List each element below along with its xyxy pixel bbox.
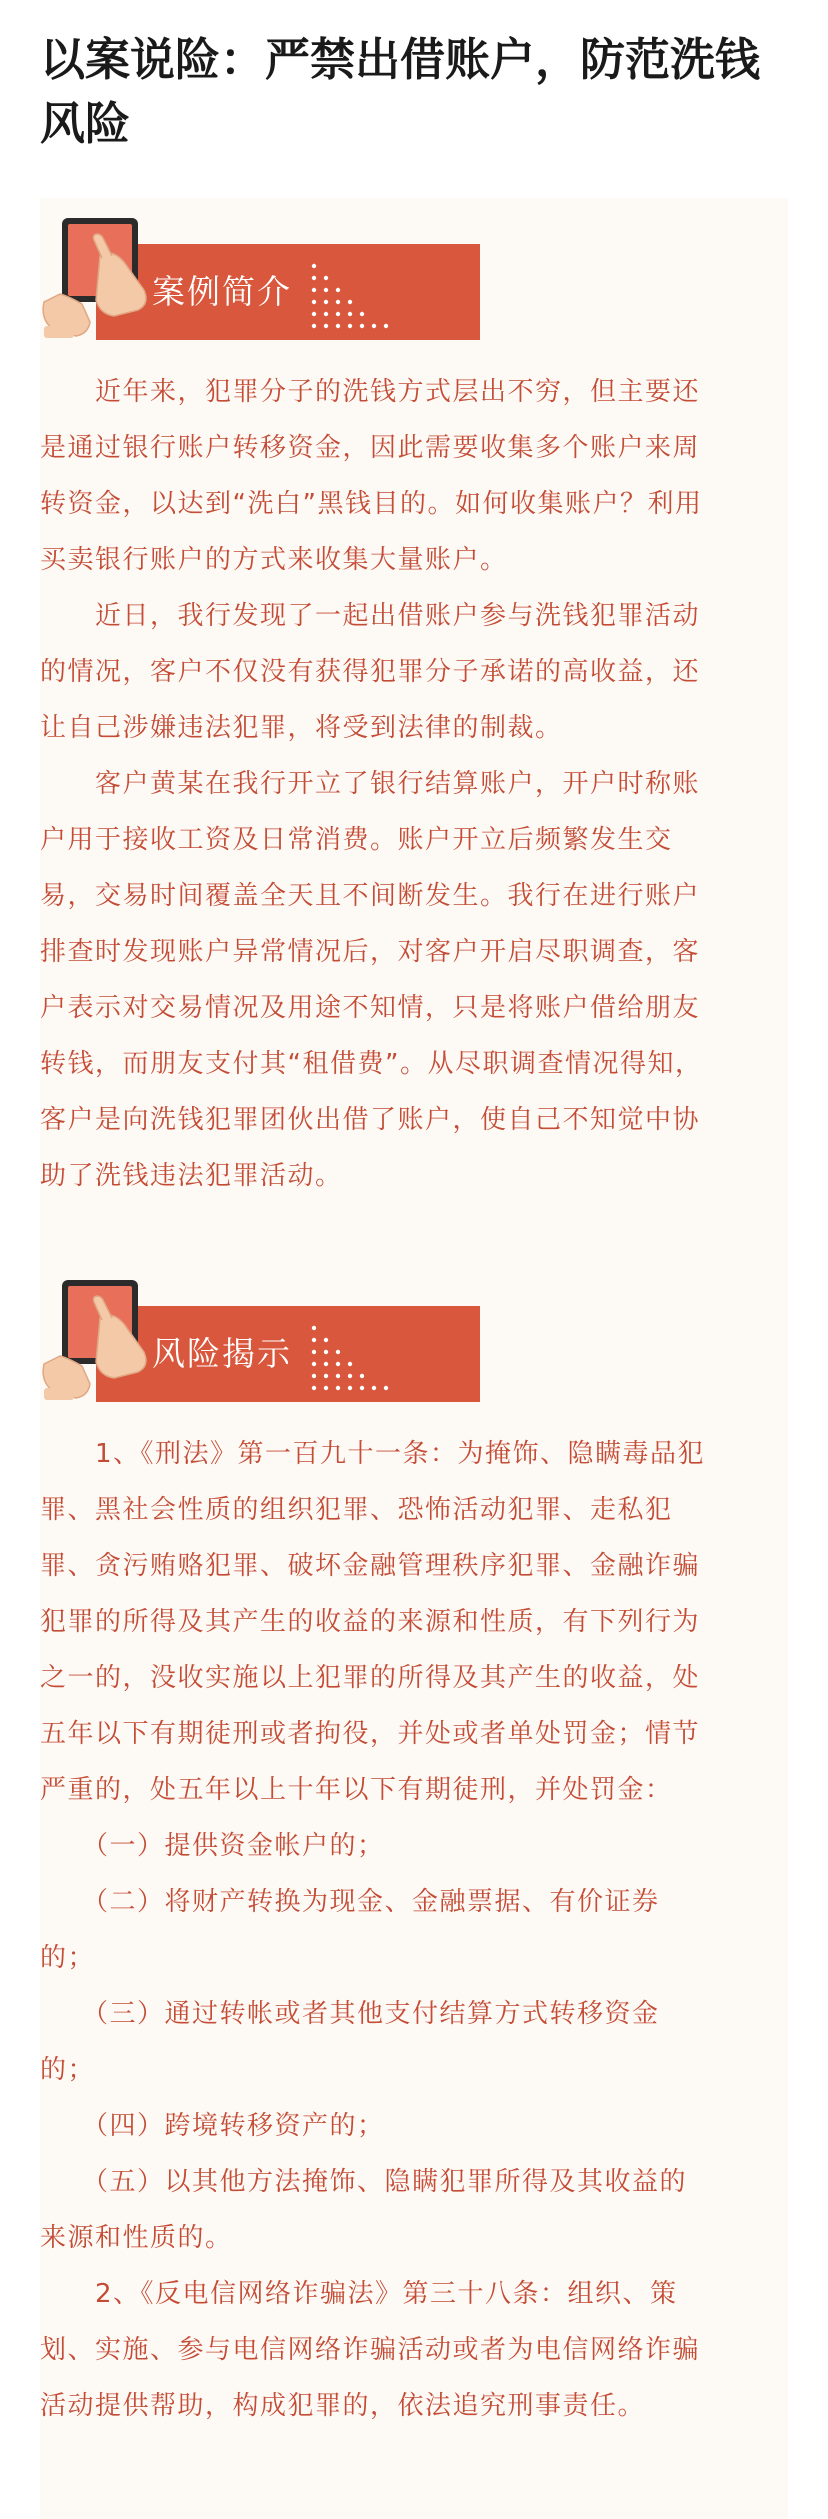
section-header-risk-disclosure xyxy=(40,1280,480,1405)
text-line: 客户是向洗钱犯罪团伙出借了账户，使自己不知觉中协 xyxy=(40,1105,701,1135)
paragraph xyxy=(40,1426,788,1818)
section-header-case-intro xyxy=(40,218,480,343)
text-line: （五）以其他方法掩饰、隐瞒犯罪所得及其收益的 xyxy=(40,2167,688,2197)
text-line: 易，交易时间覆盖全天且不间断发生。我行在进行账户 xyxy=(40,881,701,911)
text-line: 买卖银行账户的方式来收集大量账户。 xyxy=(40,545,508,575)
section-title: 风险揭示 xyxy=(152,1334,292,1373)
paragraph xyxy=(40,1986,788,2098)
paragraph xyxy=(40,756,788,1204)
text-line: 2、《反电信网络诈骗法》第三十八条：组织、策 xyxy=(40,2279,678,2309)
text-line: 的； xyxy=(40,1943,96,1973)
paragraph xyxy=(40,2098,788,2154)
page-title: 以案说险：严禁出借账户，防范洗钱风险 xyxy=(40,33,761,150)
text-line: 转钱，而朋友支付其“租借费”。从尽职调查情况得知， xyxy=(40,1049,703,1079)
text-line: 近日，我行发现了一起出借账户参与洗钱犯罪活动 xyxy=(40,601,701,631)
text-line: （四）跨境转移资产的； xyxy=(40,2111,385,2141)
text-line: 助了洗钱违法犯罪活动。 xyxy=(40,1161,343,1191)
dot-pattern-decoration xyxy=(310,258,400,334)
text-line: 户表示对交易情况及用途不知情，只是将账户借给朋友 xyxy=(40,993,701,1023)
paragraph xyxy=(40,588,788,756)
text-line: 1、《刑法》第一百九十一条：为掩饰、隐瞒毒品犯 xyxy=(40,1439,706,1469)
text-line: （一）提供资金帐户的； xyxy=(40,1831,385,1861)
text-line: 近年来，犯罪分子的洗钱方式层出不穷，但主要还 xyxy=(40,377,701,407)
text-line: 来源和性质的。 xyxy=(40,2223,233,2253)
text-line: 之一的，没收实施以上犯罪的所得及其产生的收益，处 xyxy=(40,1663,701,1693)
text-line: 的； xyxy=(40,2055,96,2085)
paragraph xyxy=(40,1818,788,1874)
text-line: 活动提供帮助，构成犯罪的，依法追究刑事责任。 xyxy=(40,2391,646,2421)
paragraph xyxy=(40,2266,788,2434)
section-title: 案例简介 xyxy=(152,272,292,311)
paragraph xyxy=(40,364,788,588)
text-line: 转资金，以达到“洗白”黑钱目的。如何收集账户？利用 xyxy=(40,489,703,519)
text-line: 的情况，客户不仅没有获得犯罪分子承诺的高收益，还 xyxy=(40,657,701,687)
text-line: （三）通过转帐或者其他支付结算方式转移资金 xyxy=(40,1999,660,2029)
text-line: （二）将财产转换为现金、金融票据、有价证券 xyxy=(40,1887,660,1917)
text-line: 划、实施、参与电信网络诈骗活动或者为电信网络诈骗 xyxy=(40,2335,701,2365)
text-line: 排查时发现账户异常情况后，对客户开启尽职调查，客 xyxy=(40,937,701,967)
text-line: 让自己涉嫌违法犯罪，将受到法律的制裁。 xyxy=(40,713,563,743)
text-line: 是通过银行账户转移资金，因此需要收集多个账户来周 xyxy=(40,433,701,463)
text-line: 五年以下有期徒刑或者拘役，并处或者单处罚金；情节 xyxy=(40,1719,701,1749)
content-panel xyxy=(40,198,788,2519)
text-line: 客户黄某在我行开立了银行结算账户，开户时称账 xyxy=(40,769,701,799)
dot-pattern-decoration xyxy=(310,1320,400,1396)
text-line: 罪、贪污贿赂犯罪、破坏金融管理秩序犯罪、金融诈骗 xyxy=(40,1551,701,1581)
paragraph xyxy=(40,2154,788,2266)
paragraph xyxy=(40,1874,788,1986)
text-line: 犯罪的所得及其产生的收益的来源和性质，有下列行为 xyxy=(40,1607,701,1637)
text-line: 严重的，处五年以上十年以下有期徒刑，并处罚金： xyxy=(40,1775,673,1805)
text-line: 户用于接收工资及日常消费。账户开立后频繁发生交 xyxy=(40,825,673,855)
text-line: 罪、黑社会性质的组织犯罪、恐怖活动犯罪、走私犯 xyxy=(40,1495,673,1525)
